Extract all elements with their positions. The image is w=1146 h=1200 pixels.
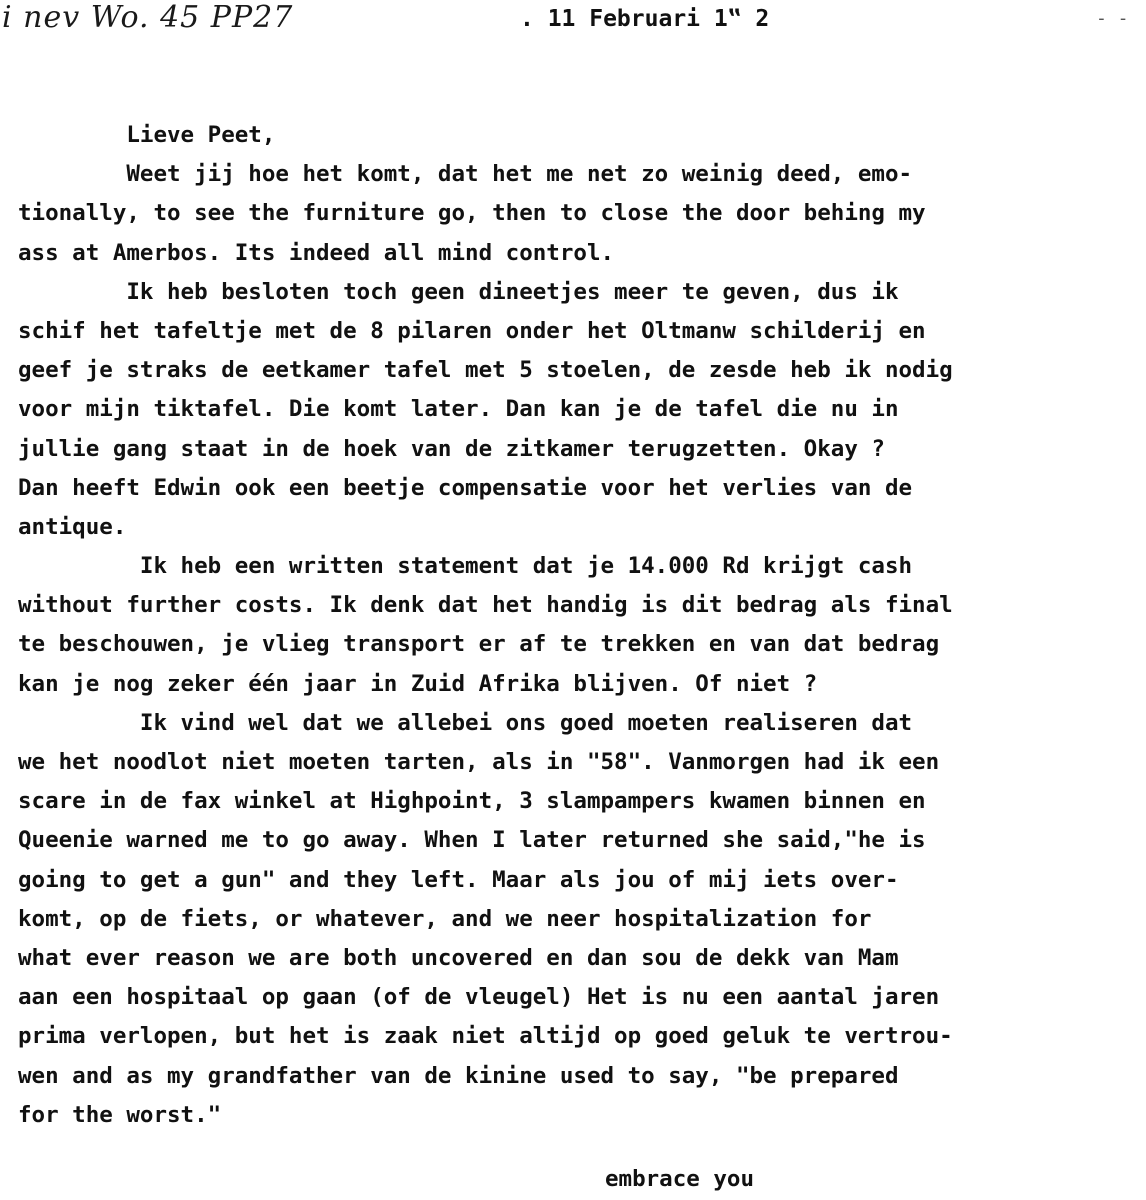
letter-line: what ever reason we are both uncovered en dan sou de dekk van Mam [18, 944, 899, 971]
letter-line: we het noodlot niet moeten tarten, als in "58". Vanmorgen had ik een [18, 749, 940, 775]
letter-line: Dan heeft Edwin ook een beetje compensatie voor het verlies van de [18, 474, 913, 501]
letter-line: Queenie warned me to go away. When I later returned she said,"he is [18, 827, 926, 854]
letter-line: tionally, to see the furniture go, then to close the door behing my [18, 200, 926, 227]
letter-line: ass at Amerbos. Its indeed all mind control. [18, 239, 615, 266]
letter-body [18, 116, 1142, 1135]
letter-line: Weet jij hoe het komt, dat het me net zo weinig deed, emo- [18, 161, 913, 188]
letter-line: for the worst." [18, 1101, 222, 1128]
letter-line: aan een hospitaal op gaan (of de vleugel) Het is nu een aantal jaren [18, 984, 940, 1011]
handwritten-note: i nev Wo. 45 PP27 [2, 0, 294, 35]
letter-line: going to get a gun" and they left. Maar als jou of mij iets over- [18, 866, 899, 893]
letter-line: prima verlopen, but het is zaak niet altijd op goed geluk te vertrou- [18, 1023, 953, 1050]
letter-line: kan je nog zeker één jaar in Zuid Afrika blijven. Of niet ? [18, 670, 818, 697]
letter-date: . 11 Februari 1‟ 2 [520, 6, 770, 32]
letter-line: komt, op de fiets, or whatever, and we neer hospitalization for [18, 905, 872, 932]
letter-line: Lieve Peet, [18, 122, 276, 148]
letter-line: jullie gang staat in de hoek van de zitkamer terugzetten. Okay ? [18, 435, 885, 462]
letter-line: geef je straks de eetkamer tafel met 5 stoelen, de zesde heb ik nodig [18, 357, 953, 384]
letter-line: antique. [18, 513, 127, 540]
letter-closing: embrace you [605, 1166, 755, 1192]
letter-line: scare in de fax winkel at Highpoint, 3 slampampers kwamen binnen en [18, 788, 926, 815]
letter-line: without further costs. Ik denk dat het handig is dit bedrag als final [18, 592, 953, 619]
letter-line: Ik vind wel dat we allebei ons goed moeten realiseren dat [18, 709, 913, 736]
letter-line: Ik heb een written statement dat je 14.000 Rd krijgt cash [18, 553, 913, 580]
letter-line: voor mijn tiktafel. Die komt later. Dan kan je de tafel die nu in [18, 396, 899, 423]
corner-mark: - - [1096, 8, 1129, 29]
letter-line: wen and as my grandfather van de kinine used to say, "be prepared [18, 1062, 899, 1089]
letter-line: te beschouwen, je vlieg transport er af te trekken en van dat bedrag [18, 631, 940, 658]
letter-line: Ik heb besloten toch geen dineetjes meer te geven, dus ik [18, 278, 899, 305]
letter-line: schif het tafeltje met de 8 pilaren onder het Oltmanw schilderij en [18, 317, 926, 344]
